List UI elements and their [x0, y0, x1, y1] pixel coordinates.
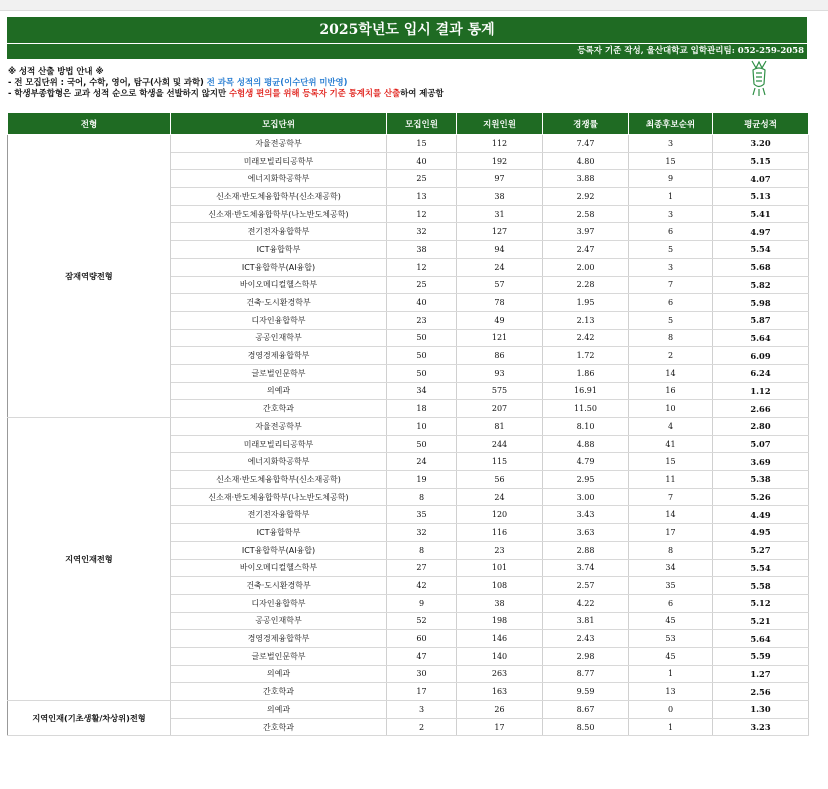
applicants-cell: 121 [457, 329, 543, 347]
average-grade-cell: 3.23 [713, 718, 809, 736]
quota-cell: 9 [387, 594, 457, 612]
department-cell: 글로벌인문학부 [171, 364, 387, 382]
department-cell: 공공인재학부 [171, 612, 387, 630]
average-grade-cell: 5.38 [713, 471, 809, 489]
quota-cell: 27 [387, 559, 457, 577]
applicants-cell: 116 [457, 524, 543, 542]
final-rank-cell: 7 [629, 488, 713, 506]
final-rank-cell: 1 [629, 718, 713, 736]
final-rank-cell: 6 [629, 294, 713, 312]
quota-cell: 13 [387, 188, 457, 206]
quota-cell: 10 [387, 418, 457, 436]
browser-top-strip [0, 0, 828, 11]
department-cell: 전기전자융합학부 [171, 223, 387, 241]
department-cell: 전기전자융합학부 [171, 506, 387, 524]
quota-cell: 42 [387, 577, 457, 595]
average-grade-cell: 5.21 [713, 612, 809, 630]
department-cell: 간호학과 [171, 683, 387, 701]
applicants-cell: 17 [457, 718, 543, 736]
final-rank-cell: 11 [629, 471, 713, 489]
subtitle: 등록자 기준 작성, 울산대학교 입학관리팀: 052-259-2058 [577, 46, 804, 56]
average-grade-cell: 1.12 [713, 382, 809, 400]
competition-ratio-cell: 8.77 [543, 665, 629, 683]
applicants-cell: 49 [457, 311, 543, 329]
average-grade-cell: 5.15 [713, 152, 809, 170]
final-rank-cell: 6 [629, 594, 713, 612]
competition-ratio-cell: 9.59 [543, 683, 629, 701]
final-rank-cell: 45 [629, 612, 713, 630]
applicants-cell: 94 [457, 241, 543, 259]
average-grade-cell: 3.69 [713, 453, 809, 471]
competition-ratio-cell: 3.43 [543, 506, 629, 524]
quota-cell: 25 [387, 170, 457, 188]
university-emblem-icon [748, 58, 770, 98]
average-grade-cell: 5.68 [713, 258, 809, 276]
competition-ratio-cell: 4.88 [543, 435, 629, 453]
final-rank-cell: 5 [629, 241, 713, 259]
department-cell: 신소재·반도체융합학부(신소재공학) [171, 188, 387, 206]
average-grade-cell: 6.09 [713, 347, 809, 365]
applicants-cell: 23 [457, 541, 543, 559]
average-grade-cell: 5.07 [713, 435, 809, 453]
department-cell: 신소재·반도체융합학부(나노반도체공학) [171, 488, 387, 506]
quota-cell: 3 [387, 701, 457, 719]
competition-ratio-cell: 3.88 [543, 170, 629, 188]
quota-cell: 30 [387, 665, 457, 683]
competition-ratio-cell: 1.95 [543, 294, 629, 312]
applicants-cell: 24 [457, 258, 543, 276]
average-grade-cell: 5.82 [713, 276, 809, 294]
applicants-cell: 97 [457, 170, 543, 188]
applicants-cell: 108 [457, 577, 543, 595]
average-grade-cell: 5.58 [713, 577, 809, 595]
competition-ratio-cell: 3.63 [543, 524, 629, 542]
header-cell: 모집인원 [387, 113, 457, 135]
applicants-cell: 86 [457, 347, 543, 365]
competition-ratio-cell: 3.00 [543, 488, 629, 506]
department-cell: 간호학과 [171, 718, 387, 736]
final-rank-cell: 3 [629, 135, 713, 153]
quota-cell: 12 [387, 205, 457, 223]
quota-cell: 32 [387, 223, 457, 241]
department-cell: 신소재·반도체융합학부(신소재공학) [171, 471, 387, 489]
final-rank-cell: 17 [629, 524, 713, 542]
average-grade-cell: 4.97 [713, 223, 809, 241]
department-cell: 에너지화학공학부 [171, 170, 387, 188]
quota-cell: 32 [387, 524, 457, 542]
department-cell: 의예과 [171, 382, 387, 400]
average-grade-cell: 5.27 [713, 541, 809, 559]
average-grade-cell: 5.26 [713, 488, 809, 506]
competition-ratio-cell: 4.80 [543, 152, 629, 170]
quota-cell: 35 [387, 506, 457, 524]
average-grade-cell: 5.13 [713, 188, 809, 206]
competition-ratio-cell: 3.97 [543, 223, 629, 241]
average-grade-cell: 5.12 [713, 594, 809, 612]
department-cell: ICT융합학부(AI융합) [171, 258, 387, 276]
department-cell: 의예과 [171, 665, 387, 683]
quota-cell: 8 [387, 488, 457, 506]
department-cell: 바이오메디컬헬스학부 [171, 559, 387, 577]
competition-ratio-cell: 2.00 [543, 258, 629, 276]
final-rank-cell: 8 [629, 329, 713, 347]
final-rank-cell: 45 [629, 647, 713, 665]
applicants-cell: 101 [457, 559, 543, 577]
note-highlight-blue: 전 과목 성적의 평균(이수단위 미반영) [203, 77, 348, 87]
admission-type-cell: 잠재역량전형 [8, 135, 171, 418]
department-cell: 미래모빌리티공학부 [171, 435, 387, 453]
average-grade-cell: 4.07 [713, 170, 809, 188]
quota-cell: 8 [387, 541, 457, 559]
applicants-cell: 26 [457, 701, 543, 719]
applicants-cell: 192 [457, 152, 543, 170]
table-row [8, 701, 809, 719]
average-grade-cell: 5.64 [713, 329, 809, 347]
average-grade-cell: 4.95 [713, 524, 809, 542]
average-grade-cell: 1.27 [713, 665, 809, 683]
competition-ratio-cell: 2.42 [543, 329, 629, 347]
page-title: 2025학년도 입시 결과 통계 [7, 17, 807, 43]
department-cell: 바이오메디컬헬스학부 [171, 276, 387, 294]
competition-ratio-cell: 8.67 [543, 701, 629, 719]
applicants-cell: 198 [457, 612, 543, 630]
final-rank-cell: 1 [629, 188, 713, 206]
average-grade-cell: 5.54 [713, 241, 809, 259]
competition-ratio-cell: 8.50 [543, 718, 629, 736]
competition-ratio-cell: 2.47 [543, 241, 629, 259]
final-rank-cell: 14 [629, 506, 713, 524]
average-grade-cell: 2.56 [713, 683, 809, 701]
competition-ratio-cell: 4.79 [543, 453, 629, 471]
final-rank-cell: 10 [629, 400, 713, 418]
subtitle-bar [7, 43, 807, 59]
competition-ratio-cell: 2.95 [543, 471, 629, 489]
final-rank-cell: 2 [629, 347, 713, 365]
competition-ratio-cell: 3.81 [543, 612, 629, 630]
quota-cell: 52 [387, 612, 457, 630]
average-grade-cell: 5.64 [713, 630, 809, 648]
header-cell: 평균성적 [713, 113, 809, 135]
average-grade-cell: 1.30 [713, 701, 809, 719]
final-rank-cell: 13 [629, 683, 713, 701]
applicants-cell: 127 [457, 223, 543, 241]
applicants-cell: 57 [457, 276, 543, 294]
applicants-cell: 112 [457, 135, 543, 153]
department-cell: 경영경제융합학부 [171, 630, 387, 648]
final-rank-cell: 53 [629, 630, 713, 648]
table-row [8, 135, 809, 153]
department-cell: 에너지화학공학부 [171, 453, 387, 471]
quota-cell: 19 [387, 471, 457, 489]
department-cell: ICT융합학부 [171, 241, 387, 259]
competition-ratio-cell: 2.43 [543, 630, 629, 648]
quota-cell: 40 [387, 152, 457, 170]
final-rank-cell: 8 [629, 541, 713, 559]
department-cell: 건축·도시환경학부 [171, 294, 387, 312]
quota-cell: 17 [387, 683, 457, 701]
header-cell: 최종후보순위 [629, 113, 713, 135]
competition-ratio-cell: 7.47 [543, 135, 629, 153]
department-cell: 자율전공학부 [171, 418, 387, 436]
applicants-cell: 31 [457, 205, 543, 223]
final-rank-cell: 14 [629, 364, 713, 382]
department-cell: ICT융합학부 [171, 524, 387, 542]
average-grade-cell: 3.20 [713, 135, 809, 153]
competition-ratio-cell: 4.22 [543, 594, 629, 612]
competition-ratio-cell: 2.28 [543, 276, 629, 294]
quota-cell: 34 [387, 382, 457, 400]
quota-cell: 40 [387, 294, 457, 312]
applicants-cell: 120 [457, 506, 543, 524]
applicants-cell: 78 [457, 294, 543, 312]
quota-cell: 50 [387, 329, 457, 347]
table-body [8, 135, 809, 736]
note-heading: ※ 성적 산출 방법 안내 ※ [8, 66, 104, 76]
quota-cell: 25 [387, 276, 457, 294]
quota-cell: 24 [387, 453, 457, 471]
competition-ratio-cell: 2.92 [543, 188, 629, 206]
admission-type-cell: 지역인재(기초생활/차상위)전형 [8, 701, 171, 736]
applicants-cell: 81 [457, 418, 543, 436]
final-rank-cell: 16 [629, 382, 713, 400]
note-line-2: - 학생부종합형은 교과 성적 순으로 학생을 선발하지 않지만 수험생 편의를 위해 등록자 기준 통계치를 산출하여 제공함 [8, 88, 444, 98]
final-rank-cell: 15 [629, 152, 713, 170]
table-header-row [8, 113, 809, 135]
quota-cell: 18 [387, 400, 457, 418]
quota-cell: 50 [387, 435, 457, 453]
quota-cell: 47 [387, 647, 457, 665]
competition-ratio-cell: 1.86 [543, 364, 629, 382]
competition-ratio-cell: 16.91 [543, 382, 629, 400]
header-cell: 지원인원 [457, 113, 543, 135]
final-rank-cell: 0 [629, 701, 713, 719]
header-cell: 전형 [8, 113, 171, 135]
header-cell: 모집단위 [171, 113, 387, 135]
quota-cell: 23 [387, 311, 457, 329]
average-grade-cell: 2.80 [713, 418, 809, 436]
competition-ratio-cell: 8.10 [543, 418, 629, 436]
applicants-cell: 575 [457, 382, 543, 400]
final-rank-cell: 5 [629, 311, 713, 329]
final-rank-cell: 41 [629, 435, 713, 453]
department-cell: 경영경제융합학부 [171, 347, 387, 365]
department-cell: 의예과 [171, 701, 387, 719]
notes-section [8, 66, 748, 99]
applicants-cell: 163 [457, 683, 543, 701]
department-cell: 디자인융합학부 [171, 311, 387, 329]
quota-cell: 38 [387, 241, 457, 259]
competition-ratio-cell: 2.13 [543, 311, 629, 329]
competition-ratio-cell: 2.58 [543, 205, 629, 223]
final-rank-cell: 1 [629, 665, 713, 683]
department-cell: 건축·도시환경학부 [171, 577, 387, 595]
competition-ratio-cell: 2.57 [543, 577, 629, 595]
applicants-cell: 24 [457, 488, 543, 506]
competition-ratio-cell: 11.50 [543, 400, 629, 418]
department-cell: 글로벌인문학부 [171, 647, 387, 665]
average-grade-cell: 5.59 [713, 647, 809, 665]
competition-ratio-cell: 2.98 [543, 647, 629, 665]
header-cell: 경쟁률 [543, 113, 629, 135]
final-rank-cell: 4 [629, 418, 713, 436]
department-cell: ICT융합학부(AI융합) [171, 541, 387, 559]
applicants-cell: 146 [457, 630, 543, 648]
department-cell: 미래모빌리티공학부 [171, 152, 387, 170]
final-rank-cell: 35 [629, 577, 713, 595]
competition-ratio-cell: 3.74 [543, 559, 629, 577]
note-highlight-red: 수험생 편의를 위해 등록자 기준 통계치를 산출 [228, 88, 401, 98]
department-cell: 공공인재학부 [171, 329, 387, 347]
final-rank-cell: 9 [629, 170, 713, 188]
final-rank-cell: 3 [629, 258, 713, 276]
department-cell: 자율전공학부 [171, 135, 387, 153]
competition-ratio-cell: 2.88 [543, 541, 629, 559]
applicants-cell: 115 [457, 453, 543, 471]
applicants-cell: 56 [457, 471, 543, 489]
quota-cell: 60 [387, 630, 457, 648]
admission-results-table [7, 112, 809, 736]
quota-cell: 2 [387, 718, 457, 736]
applicants-cell: 93 [457, 364, 543, 382]
quota-cell: 50 [387, 364, 457, 382]
applicants-cell: 140 [457, 647, 543, 665]
average-grade-cell: 4.49 [713, 506, 809, 524]
quota-cell: 12 [387, 258, 457, 276]
final-rank-cell: 34 [629, 559, 713, 577]
note-line-1: - 전 모집단위 : 국어, 수학, 영어, 탐구(사회 및 과학) 전 과목 성적의 평균(이수단위 미반영) [8, 77, 348, 87]
admission-type-cell: 지역인재전형 [8, 418, 171, 701]
competition-ratio-cell: 1.72 [543, 347, 629, 365]
applicants-cell: 38 [457, 188, 543, 206]
average-grade-cell: 5.41 [713, 205, 809, 223]
final-rank-cell: 6 [629, 223, 713, 241]
quota-cell: 50 [387, 347, 457, 365]
average-grade-cell: 5.87 [713, 311, 809, 329]
department-cell: 간호학과 [171, 400, 387, 418]
average-grade-cell: 2.66 [713, 400, 809, 418]
average-grade-cell: 5.54 [713, 559, 809, 577]
final-rank-cell: 3 [629, 205, 713, 223]
applicants-cell: 38 [457, 594, 543, 612]
average-grade-cell: 6.24 [713, 364, 809, 382]
final-rank-cell: 15 [629, 453, 713, 471]
average-grade-cell: 5.98 [713, 294, 809, 312]
final-rank-cell: 7 [629, 276, 713, 294]
applicants-cell: 244 [457, 435, 543, 453]
table-row [8, 418, 809, 436]
applicants-cell: 207 [457, 400, 543, 418]
applicants-cell: 263 [457, 665, 543, 683]
quota-cell: 15 [387, 135, 457, 153]
department-cell: 디자인융합학부 [171, 594, 387, 612]
department-cell: 신소재·반도체융합학부(나노반도체공학) [171, 205, 387, 223]
